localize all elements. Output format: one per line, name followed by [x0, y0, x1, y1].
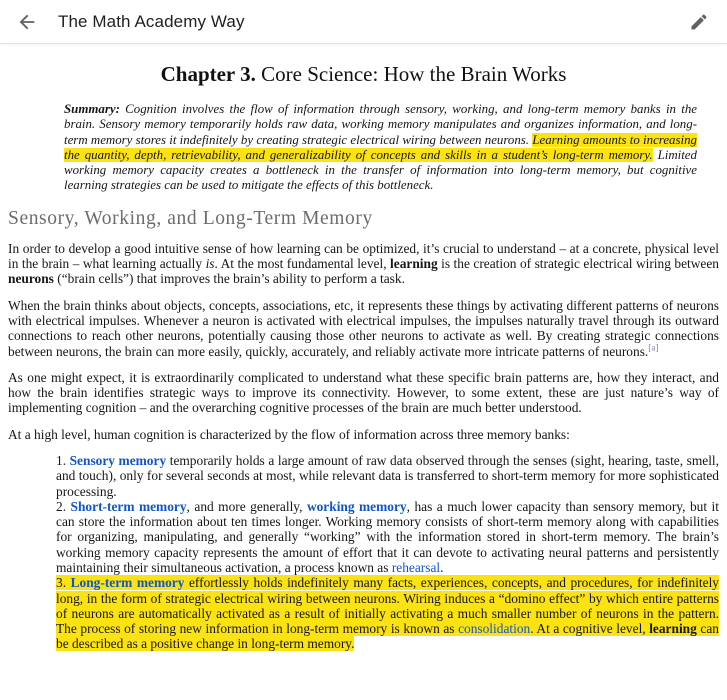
document-content — [0, 44, 727, 652]
text-run: 2. — [56, 498, 71, 514]
text-run: neurons — [8, 271, 54, 287]
summary-paragraph — [64, 102, 697, 193]
chapter-title-text: Core Science: How the Brain Works — [255, 62, 567, 86]
text-run: When the brain thinks about objects, concepts, associations, etc, it represents these things by activating different patterns of neurons with electrical impulses. Whenever a neuron is activated with electrical impulses, the impulses naturally travel through its outward connections to reach other neurons, potentially causing those other neurons to activate as well. By creating strategic connections between neurons, the brain can more easily, quickly, accurately, and reliably activate more intricate patterns of neurons. — [8, 297, 719, 359]
footnote-a-link[interactable]: [a] — [648, 342, 659, 353]
pencil-icon — [689, 12, 709, 32]
text-run: learning — [390, 256, 438, 272]
list-item-short-term-memory — [56, 499, 719, 575]
text-run: 1. — [56, 452, 70, 468]
text-run: learning — [649, 621, 697, 637]
chapter-heading — [8, 62, 719, 87]
rehearsal-link[interactable]: rehearsal — [391, 559, 441, 575]
text-run: is — [205, 256, 215, 272]
text-run: . At the most fundamental level, — [214, 256, 391, 272]
text-run: Summary: — [64, 102, 120, 117]
text-run: As one might expect, it is extraordinarily complicated to understand what these specific brain patterns are, how they interact, and how the brain identifies strategic ways to improve its connectivity. However, to some extent, these are just nature’s way of implementing cognition – and the overarching cognitive processes of the brain are much better understood. — [8, 369, 719, 416]
text-run: Limited working memory capacity creates a bottleneck in the transfer of information into long-term memory, but cognitive learning strategies can be used to mitigate the effects of this bottleneck. — [64, 147, 697, 193]
text-run: (“brain cells”) that improves the brain’s ability to perform a task. — [53, 271, 405, 287]
short-term-memory-link[interactable]: Short-term memory — [70, 498, 187, 514]
list-item-sensory-memory — [56, 453, 719, 499]
text-run: 3. — [56, 575, 71, 591]
edit-button[interactable] — [689, 12, 709, 32]
text-run: , has a much lower capacity than sensory memory, but it can store the information about ten times longer. Working memory consists of short-term memory along with capabilities for organizing, manipulating, and generally “working” with the information stored in short-term memory. The brain’s working memory capacity represents the amount of effort that it can devote to activating neural patterns and persistently maintaining their simultaneous activation, a process known as — [56, 498, 719, 575]
text-run: In order to develop a good intuitive sense of how learning can be optimized, it’s crucial to understand – at a concrete, physical level in the brain – what learning actually — [8, 240, 719, 272]
text-run: At a high level, human cognition is characterized by the flow of information across three memory banks: — [8, 426, 570, 442]
text-run: temporarily holds a large amount of raw data observed through the senses (sight, hearing, taste, smell, and touch), only for several seconds at most, while relevant data is transferred to short-term memory for more sophisticated processing. — [56, 452, 719, 499]
text-run: . At a cognitive level, — [530, 621, 650, 637]
text-run: . — [440, 559, 444, 575]
back-arrow-icon — [16, 11, 38, 33]
text-run: is the creation of strategic electrical wiring between — [437, 256, 719, 272]
app-bar — [0, 0, 727, 44]
text-run: can be described as a positive change in long-term memory. — [56, 621, 719, 652]
section-heading: Sensory, Working, and Long-Term Memory — [8, 207, 373, 229]
app-bar-title: The Math Academy Way — [58, 11, 245, 31]
paragraph-neuron-patterns — [8, 298, 719, 359]
back-button[interactable] — [16, 11, 38, 33]
sensory-memory-link[interactable]: Sensory memory — [69, 452, 167, 468]
paragraph-intro — [8, 241, 719, 287]
consolidation-link[interactable]: consolidation — [458, 621, 531, 637]
text-run: , and more generally, — [186, 498, 307, 514]
text-run: Cognition involves the flow of information through sensory, working, and long-term memory banks in the brain. Sensory memory temporarily holds raw data, working memory manipulates and organizes information, and long-term memory stores it indefinitely by creating strategic electrical wiring between neurons. — [64, 102, 697, 147]
highlighted-summary-sentence: Learning amounts to increasing the quantity, depth, retrievability, and generalizability of concepts and skills in a student’s long-term memory. — [64, 132, 697, 162]
working-memory-link[interactable]: working memory — [306, 498, 407, 514]
memory-banks-list — [56, 453, 719, 652]
long-term-memory-link[interactable]: Long-term memory — [70, 575, 185, 591]
paragraph-memory-banks-lead — [8, 427, 719, 442]
chapter-number: Chapter 3. — [160, 62, 256, 86]
text-run: effortlessly holds indefinitely many facts, experiences, concepts, and procedures, for indefinitely long, in the form of strategic electrical wiring between neurons. Wiring induces a “domino effect” by which entire patterns of neurons are automatically activated as a result of initially activating a much smaller number of neurons in the pattern. The process of storing new information in long-term memory is known as — [56, 575, 719, 637]
list-item-long-term-memory — [56, 575, 719, 651]
paragraph-complexity — [8, 370, 719, 416]
